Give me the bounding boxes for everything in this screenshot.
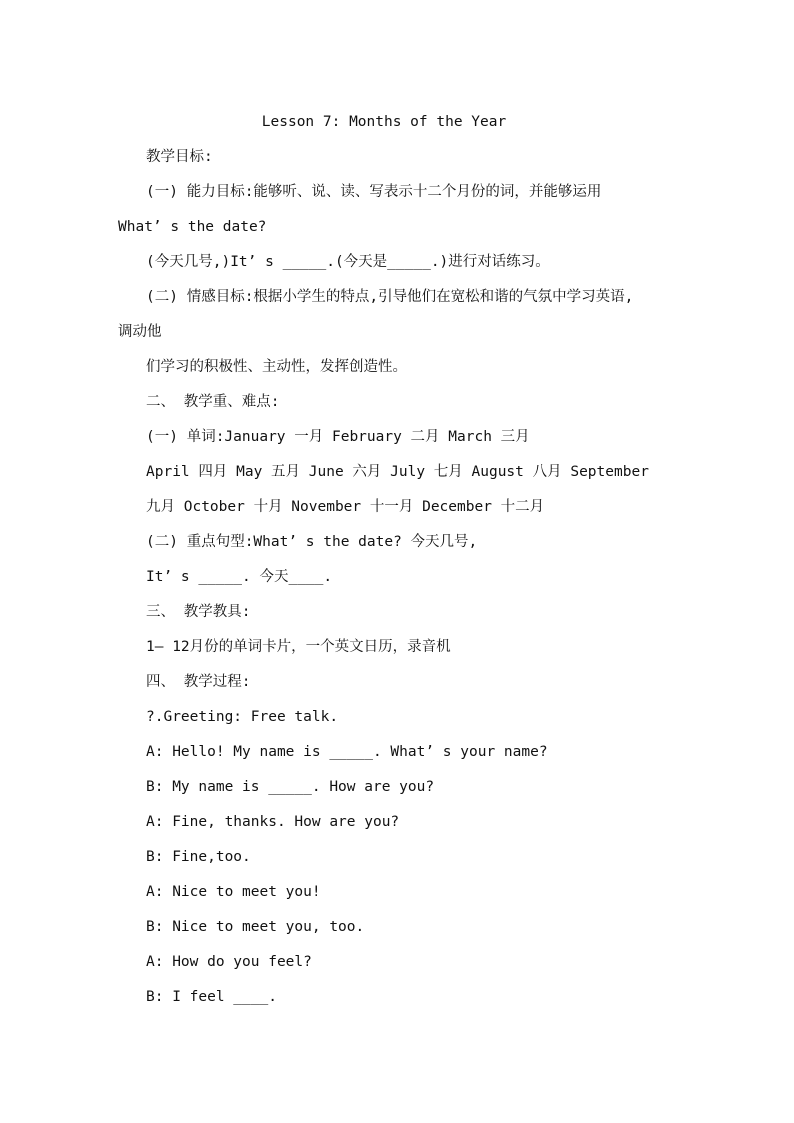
dialogue-line: B: Nice to meet you, too. bbox=[146, 919, 365, 935]
sentence-pattern-line: (二) 重点句型:What’ s the date? 今天几号, bbox=[146, 534, 478, 550]
section-heading-objectives: 教学目标: bbox=[146, 149, 213, 165]
dialogue-line: B: My name is _____. How are you? bbox=[146, 779, 435, 795]
paragraph-line: 调动他 bbox=[118, 324, 162, 340]
paragraph-line: 们学习的积极性、主动性，发挥创造性。 bbox=[146, 359, 407, 375]
dialogue-line: A: Hello! My name is _____. What’ s your name? bbox=[146, 744, 548, 760]
vocabulary-line: (一) 单词:January 一月 February 二月 March 三月 bbox=[146, 429, 530, 445]
sentence-pattern-line: It’ s _____. 今天____. bbox=[146, 569, 333, 585]
paragraph-line: (今天几号,)It’ s _____.(今天是_____.)进行对话练习。 bbox=[146, 254, 550, 270]
paragraph-ability-goal: (一) 能力目标:能够听、说、读、写表示十二个月份的词，并能够运用 bbox=[146, 184, 602, 200]
vocabulary-line: April 四月 May 五月 June 六月 July 七月 August 八月 September bbox=[146, 464, 649, 480]
document-title: Lesson 7: Months of the Year bbox=[261, 114, 507, 130]
paragraph-emotion-goal: (二) 情感目标:根据小学生的特点,引导他们在宽松和谐的气氛中学习英语, bbox=[146, 289, 634, 305]
procedure-step: ?.Greeting: Free talk. bbox=[146, 709, 339, 725]
section-heading-teaching-aids: 三、 教学教具: bbox=[146, 604, 251, 620]
vocabulary-line: 九月 October 十月 November 十一月 December 十二月 bbox=[146, 499, 545, 515]
teaching-aids-line: 1— 12月份的单词卡片，一个英文日历，录音机 bbox=[146, 639, 451, 655]
dialogue-line: A: Fine, thanks. How are you? bbox=[146, 814, 400, 830]
section-heading-procedure: 四、 教学过程: bbox=[146, 674, 251, 690]
paragraph-line: What’ s the date? bbox=[118, 219, 267, 235]
dialogue-line: B: Fine,too. bbox=[146, 849, 251, 865]
dialogue-line: A: How do you feel? bbox=[146, 954, 312, 970]
dialogue-line: A: Nice to meet you! bbox=[146, 884, 321, 900]
dialogue-line: B: I feel ____. bbox=[146, 989, 277, 1005]
section-heading-key-points: 二、 教学重、难点: bbox=[146, 394, 280, 410]
